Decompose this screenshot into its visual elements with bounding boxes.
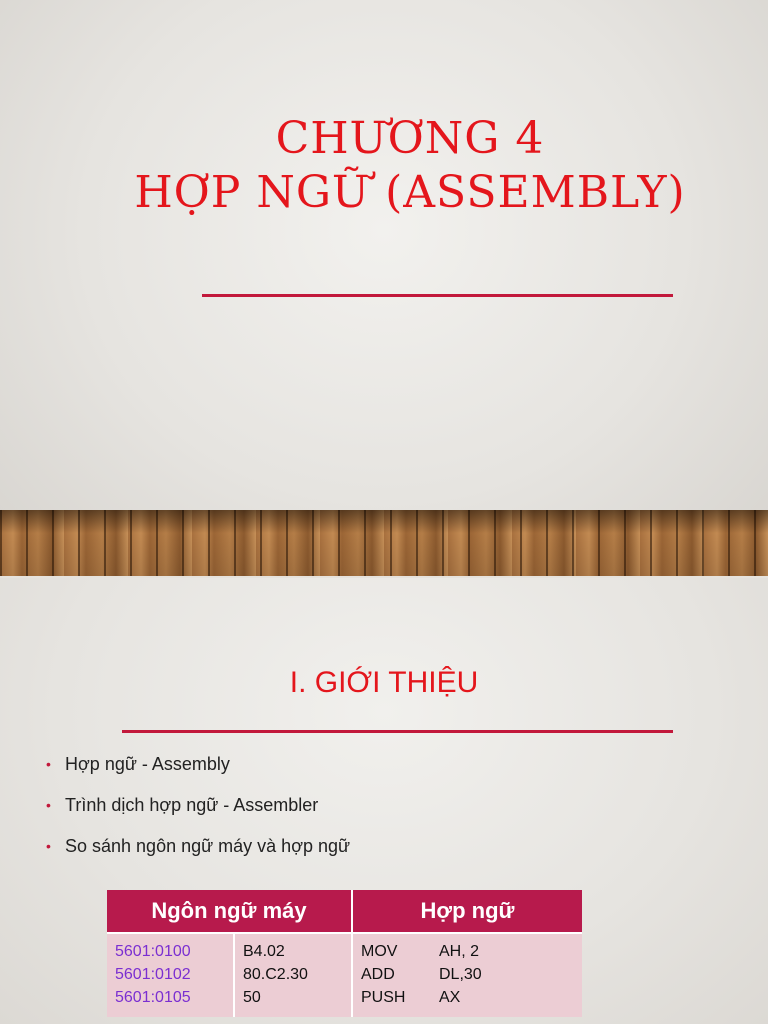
section-divider — [122, 730, 673, 733]
mnemonic-cell: ADD — [361, 966, 395, 983]
operand-cell: DL,30 — [439, 966, 482, 983]
header-assembly: Hợp ngữ — [352, 890, 582, 933]
operand-cell: AH, 2 — [439, 943, 480, 960]
bullet-list — [46, 750, 350, 873]
address-cell: 5601:0102 — [115, 966, 191, 983]
address-cell: 5601:0100 — [115, 943, 191, 960]
address-cell: 5601:0105 — [115, 989, 191, 1006]
bullet-dot-icon: • — [46, 838, 51, 854]
chapter-title-line1: CHƯƠNG 4 — [275, 113, 545, 164]
bullet-item: • Hợp ngữ - Assembly — [46, 750, 350, 791]
bullet-dot-icon: • — [46, 756, 51, 772]
machine-code-cell: 50 — [243, 989, 261, 1006]
assembly-column — [352, 933, 582, 1017]
chapter-title — [80, 112, 740, 220]
operand-cell: AX — [439, 989, 461, 1006]
machine-code-cell: 80.C2.30 — [243, 966, 308, 983]
machine-code-column — [234, 933, 352, 1017]
bullet-item: • Trình dịch hợp ngữ - Assembler — [46, 791, 350, 832]
slide-introduction — [0, 578, 768, 1024]
chapter-title-line2: HỢP NGỮ (ASSEMBLY) — [134, 167, 686, 218]
bullet-dot-icon: • — [46, 797, 51, 813]
instruction-line — [361, 940, 574, 963]
header-machine-language: Ngôn ngữ máy — [107, 890, 352, 933]
title-divider — [202, 294, 673, 297]
mnemonic-cell: PUSH — [361, 989, 406, 1006]
instruction-line — [361, 986, 574, 1009]
instruction-line — [361, 963, 574, 986]
floor-shadow — [0, 510, 768, 576]
address-column — [107, 933, 234, 1017]
mnemonic-cell: MOV — [361, 943, 398, 960]
comparison-table — [107, 890, 582, 1017]
table-row — [107, 933, 582, 1017]
table-header-row — [107, 890, 582, 933]
section-title: I. GIỚI THIỆU — [289, 666, 479, 699]
bullet-item: • So sánh ngôn ngữ máy và hợp ngữ — [46, 832, 350, 873]
machine-code-cell: B4.02 — [243, 943, 285, 960]
